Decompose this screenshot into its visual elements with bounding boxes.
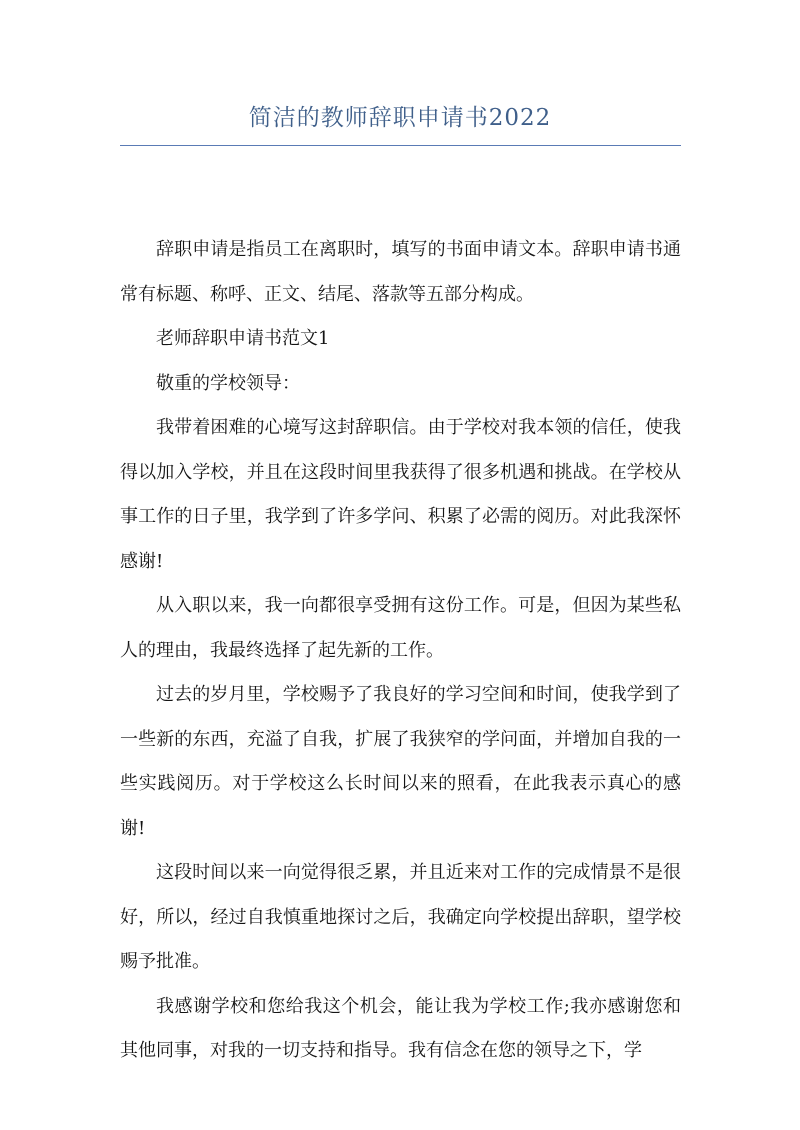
- body-paragraph: 我感谢学校和您给我这个机会，能让我为学校工作;我亦感谢您和其他同事，对我的一切支持和指导。我有信念在您的领导之下，学: [120, 995, 681, 1061]
- document-body: [120, 228, 681, 1074]
- body-paragraph: 我带着困难的心境写这封辞职信。由于学校对我本领的信任，使我得以加入学校，并且在这段时间里我获得了很多机遇和挑战。在学校从事工作的日子里，我学到了许多学问、积累了必需的阅历。对此我深怀感谢!: [120, 417, 681, 572]
- title-underline: [120, 145, 681, 146]
- intro-paragraph: 辞职申请是指员工在离职时，填写的书面申请文本。辞职申请书通常有标题、称呼、正文、结尾、落款等五部分构成。: [120, 239, 681, 305]
- body-paragraph: 这段时间以来一向觉得很乏累，并且近来对工作的完成情景不是很好，所以，经过自我慎重地探讨之后，我确定向学校提出辞职，望学校赐予批准。: [120, 862, 681, 972]
- sample-heading: 老师辞职申请书范文1: [156, 328, 330, 349]
- document-title: 简洁的教师辞职申请书2022: [248, 105, 552, 131]
- body-paragraph: 过去的岁月里，学校赐予了我良好的学习空间和时间，使我学到了一些新的东西，充溢了自我，扩展了我狭窄的学问面，并增加自我的一些实践阅历。对于学校这么长时间以来的照看，在此我表示真心的感谢!: [120, 684, 681, 839]
- body-paragraph: 从入职以来，我一向都很享受拥有这份工作。可是，但因为某些私人的理由，我最终选择了起先新的工作。: [120, 595, 681, 661]
- salutation: 敬重的学校领导：: [156, 372, 300, 394]
